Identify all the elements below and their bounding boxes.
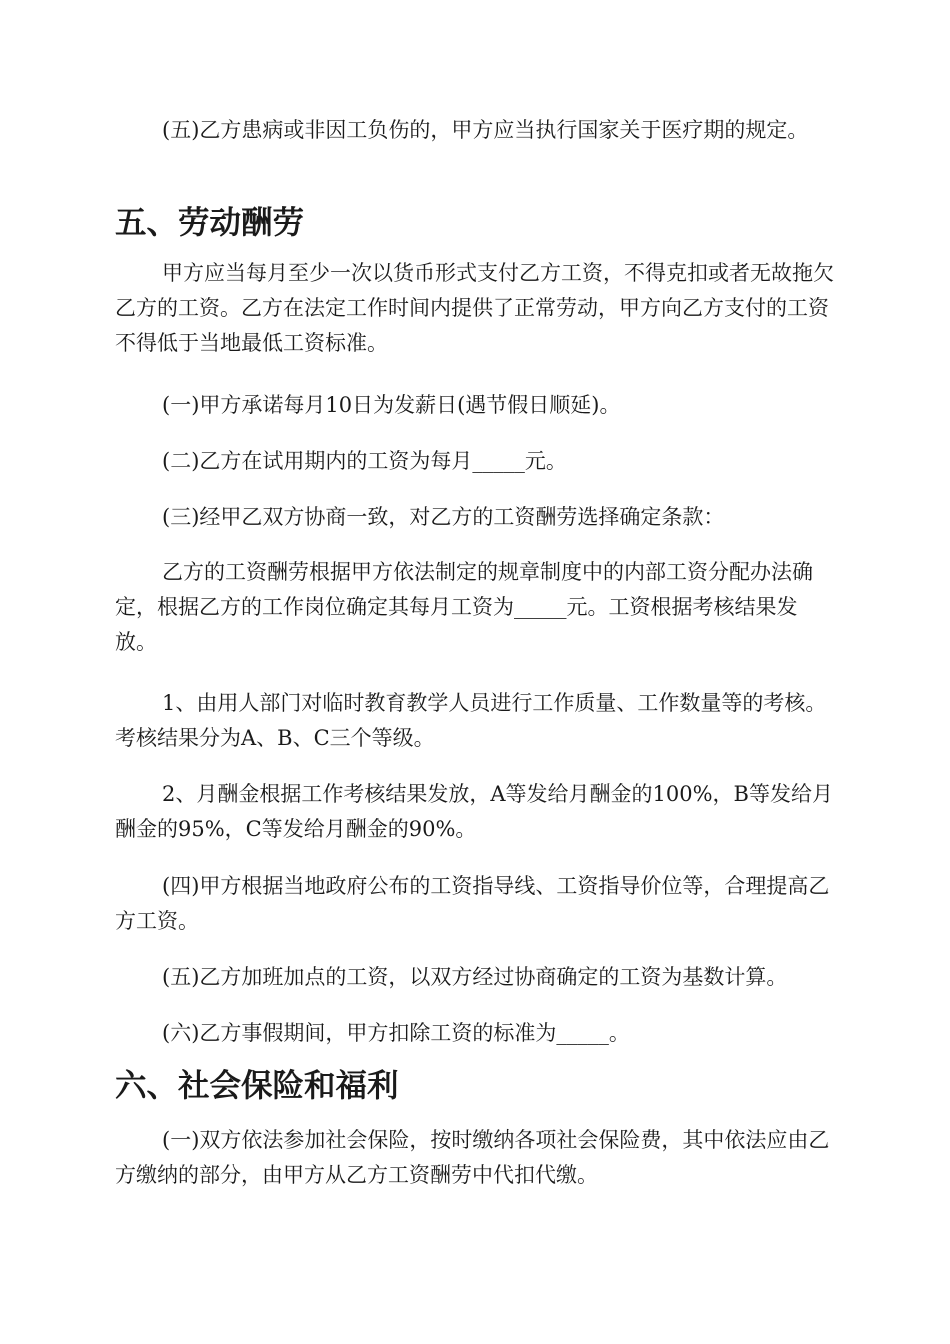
paragraph-wage-payment: 甲方应当每月至少一次以货币形式支付乙方工资，不得克扣或者无故拖欠乙方的工资。乙方在法定工作时间内提供了正常劳动，甲方向乙方支付的工资不得低于当地最低工资标准。: [115, 261, 834, 355]
paragraph-personal-leave: (六)乙方事假期间，甲方扣除工资的标准为_____。: [162, 1021, 630, 1045]
paragraph-probation-wage: (二)乙方在试用期内的工资为每月_____元。: [162, 449, 567, 473]
paragraph-overtime: (五)乙方加班加点的工资，以双方经过协商确定的工资为基数计算。: [162, 965, 788, 989]
section-heading-remuneration: 五、劳动酬劳: [115, 205, 305, 241]
paragraph-payday: (一)甲方承诺每月10日为发薪日(遇节假日顺延)。: [162, 393, 621, 417]
paragraph-assessment: 1、由用人部门对临时教育教学人员进行工作质量、工作数量等的考核。考核结果分为A、B、C三个等级。: [115, 691, 827, 750]
paragraph-wage-increase: (四)甲方根据当地政府公布的工资指导线、工资指导价位等，合理提高乙方工资。: [115, 874, 830, 933]
paragraph-insurance-deduction: (一)双方依法参加社会保险，按时缴纳各项社会保险费，其中依法应由乙方缴纳的部分，由甲方从乙方工资酬劳中代扣代缴。: [115, 1128, 830, 1187]
paragraph-monthly-wage: 乙方的工资酬劳根据甲方依法制定的规章制度中的内部工资分配办法确定，根据乙方的工作岗位确定其每月工资为_____元。工资根据考核结果发放。: [115, 560, 813, 654]
section-heading-social-insurance: 六、社会保险和福利: [115, 1068, 399, 1104]
paragraph-payment-grades: 2、月酬金根据工作考核结果发放，A等发给月酬金的100%，B等发给月酬金的95%，C等发给月酬金的90%。: [115, 782, 833, 841]
paragraph-agreed-terms: (三)经甲乙双方协商一致，对乙方的工资酬劳选择确定条款：: [162, 505, 725, 529]
paragraph-sick-leave: (五)乙方患病或非因工负伤的，甲方应当执行国家关于医疗期的规定。: [162, 118, 809, 142]
